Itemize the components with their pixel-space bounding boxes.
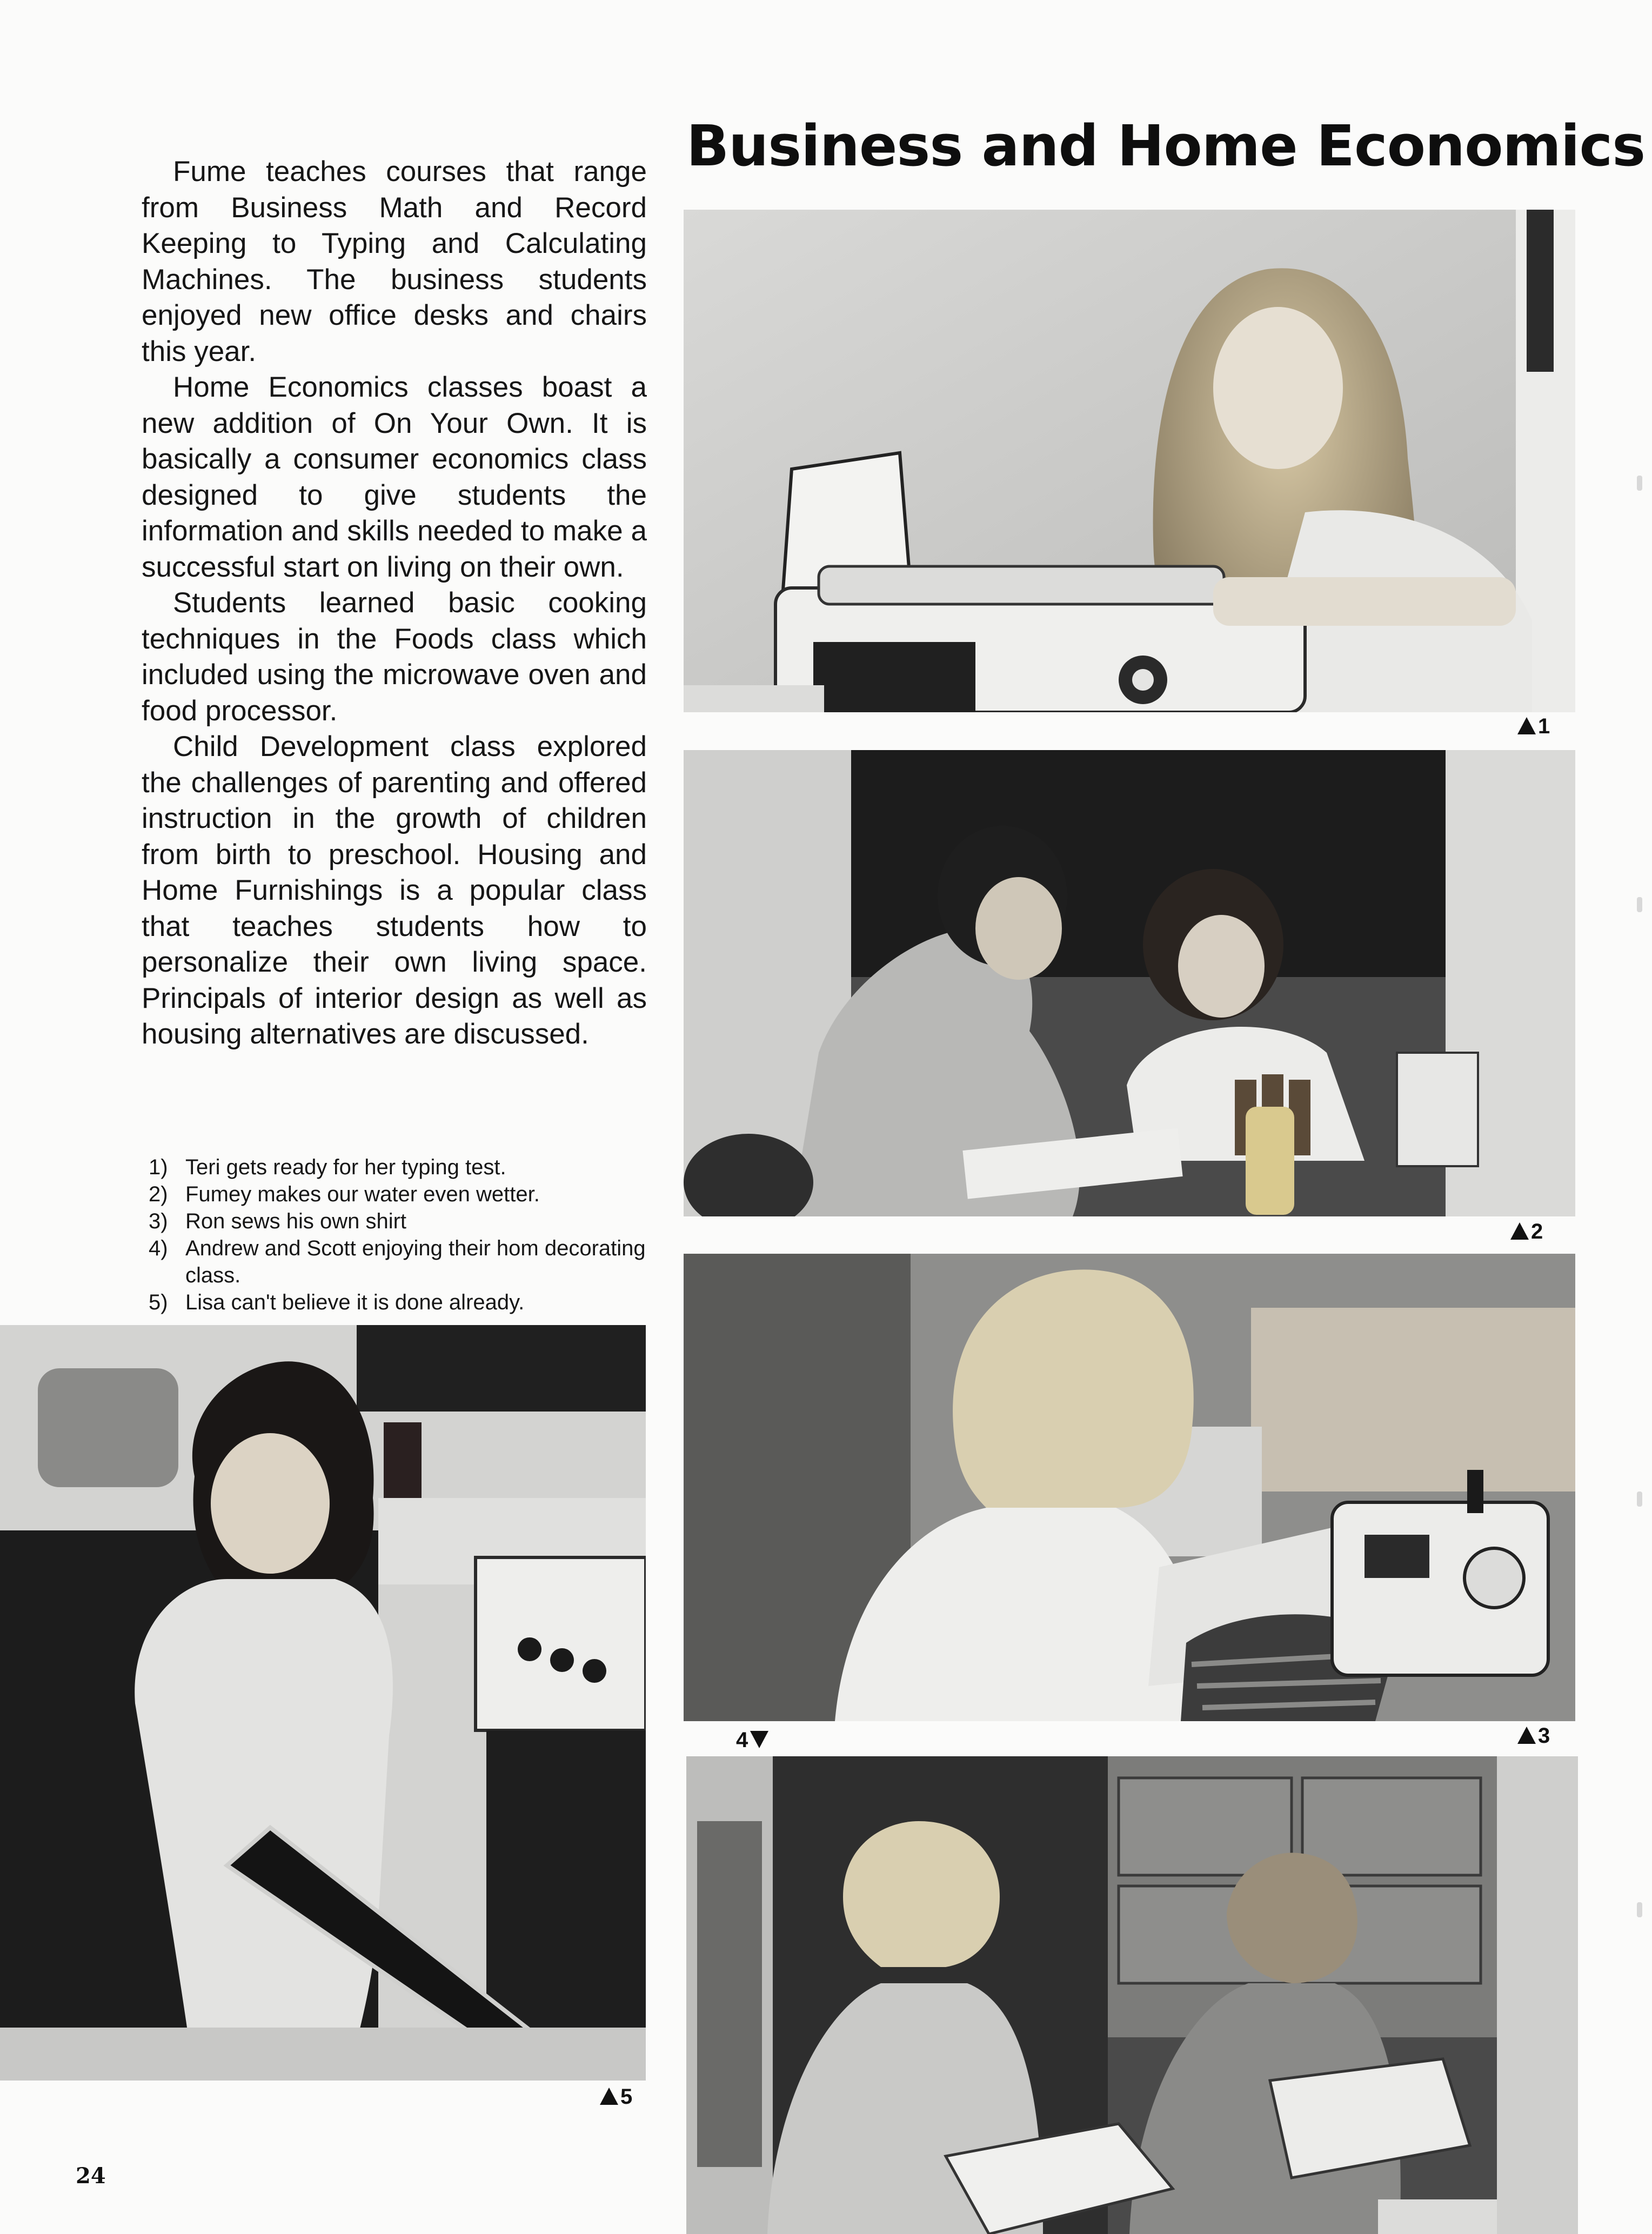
photo-5-marker <box>600 2085 632 2109</box>
caption-text: Teri gets ready for her typing test. <box>185 1155 506 1179</box>
caption-item <box>149 1208 651 1235</box>
photo-3-number: 3 <box>1538 1724 1550 1748</box>
photo-classroom-jars <box>684 750 1575 1216</box>
binder-hole <box>1637 1491 1642 1507</box>
triangle-down-icon <box>750 1731 768 1748</box>
photo-typing-student-image <box>684 210 1575 712</box>
photo-4-number: 4 <box>736 1728 748 1752</box>
photo-4-marker <box>736 1728 768 1752</box>
caption-number: 5) <box>149 1290 168 1314</box>
article-paragraph: Home Economics classes boast a new addition of On Your Own. It is basically a consumer economics class designed to give students the information and skills needed to make a successful start on living on their own. <box>142 371 647 583</box>
caption-text: Andrew and Scott enjoying their hom decorating class. <box>185 1236 646 1287</box>
binder-hole <box>1637 897 1642 912</box>
photo-oven-student <box>0 1325 646 2081</box>
photo-home-decorating-image <box>686 1756 1578 2234</box>
caption-number: 2) <box>149 1182 168 1206</box>
photo-2-number: 2 <box>1531 1220 1543 1243</box>
photo-classroom-jars-image <box>684 750 1575 1216</box>
article-body <box>142 154 647 1053</box>
triangle-up-icon <box>1517 1727 1536 1744</box>
photo-oven-student-image <box>0 1325 646 2081</box>
caption-text: Ron sews his own shirt <box>185 1209 407 1233</box>
page-title: Business and Home Economics <box>686 113 1646 179</box>
caption-item <box>149 1154 651 1181</box>
caption-text: Fumey makes our water even wetter. <box>185 1182 540 1206</box>
article-paragraph: Child Development class explored the challenges of parenting and offered instruction in the growth of children from birth to preschool. Housing and Home Furnishings is a popular class that teaches students how to personalize their own living space. Principals of interior design as well as housing alternatives are discussed. <box>142 731 647 1050</box>
caption-number: 4) <box>149 1236 168 1260</box>
binder-hole <box>1637 1902 1642 1917</box>
photo-captions <box>149 1154 651 1316</box>
photo-1-marker <box>1517 714 1550 738</box>
triangle-up-icon <box>1510 1222 1529 1240</box>
photo-typing-student <box>684 210 1575 712</box>
caption-item <box>149 1181 651 1208</box>
page-number: 24 <box>76 2163 106 2189</box>
caption-number: 3) <box>149 1209 168 1233</box>
triangle-up-icon <box>1517 717 1536 734</box>
photo-5-number: 5 <box>620 2085 633 2109</box>
photo-sewing-student <box>684 1254 1575 1721</box>
caption-item <box>149 1289 651 1316</box>
caption-text: Lisa can't believe it is done already. <box>185 1290 525 1314</box>
caption-item <box>149 1235 651 1289</box>
photo-3-marker <box>1517 1724 1550 1748</box>
photo-home-decorating <box>686 1756 1578 2234</box>
binder-hole <box>1637 476 1642 491</box>
article-paragraph: Fume teaches courses that range from Business Math and Record Keeping to Typing and Calculating Machines. The business students enjoyed new office desks and chairs this year. <box>142 156 647 367</box>
triangle-up-icon <box>600 2088 618 2105</box>
photo-2-marker <box>1510 1220 1543 1243</box>
photo-sewing-student-image <box>684 1254 1575 1721</box>
article-paragraph: Students learned basic cooking techniques in the Foods class which included using the microwave oven and food processor. <box>142 587 647 727</box>
photo-1-number: 1 <box>1538 714 1550 738</box>
caption-number: 1) <box>149 1155 168 1179</box>
